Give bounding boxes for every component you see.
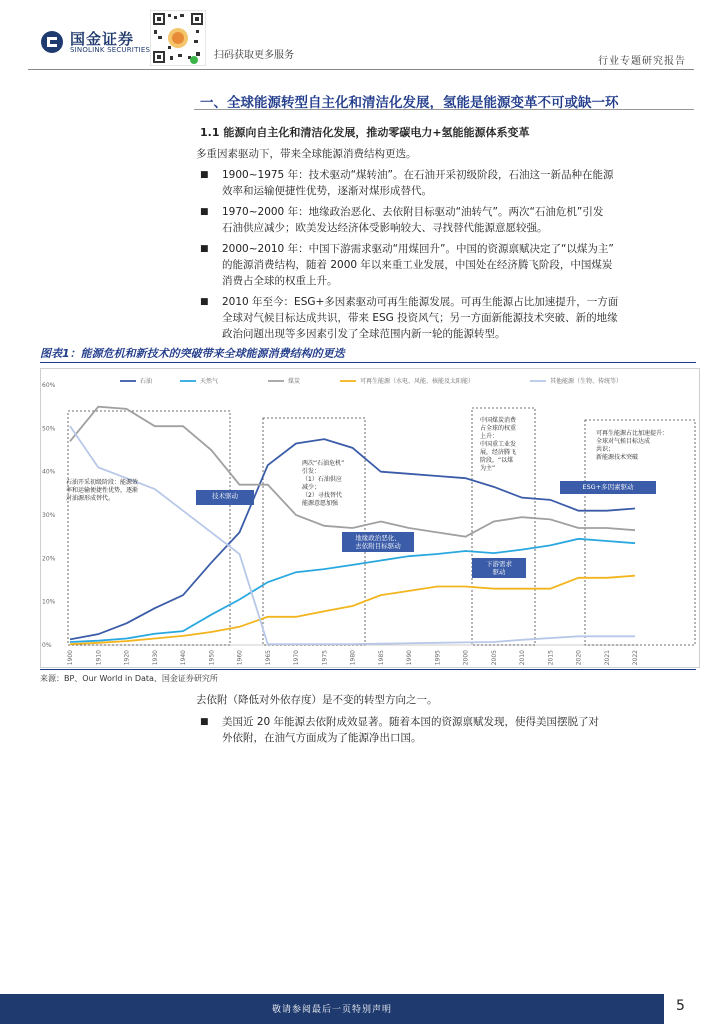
annotation-text: 新能源技术突破: [596, 454, 639, 461]
x-tick-label: 1970: [293, 650, 300, 666]
series-line: [70, 539, 635, 642]
x-tick-label: 2015: [547, 650, 555, 666]
logo-name-cn: 国金证券: [70, 30, 135, 48]
x-tick-label: 1940: [180, 650, 187, 666]
annotation-text: 技术驱动: [212, 492, 238, 500]
annotation-text: 能源意愿加强: [302, 500, 339, 507]
header-divider: [28, 69, 694, 70]
chart-frame: [41, 369, 700, 668]
x-tick-label: 1920: [123, 650, 131, 666]
annotation-text: 可再生能源占比加速提升：: [596, 430, 669, 437]
y-tick-label: 0%: [42, 642, 52, 649]
annotation-text: 为主”: [480, 465, 496, 472]
section-title-divider: [194, 109, 694, 110]
annotation-text: 对油源形成替代。: [66, 495, 115, 502]
y-tick-label: 30%: [42, 512, 56, 519]
scan-service-text: 扫码获取更多服务: [214, 50, 294, 61]
annotation-text: 中国煤炭消费: [480, 417, 517, 424]
bullet-text-line: 全球对气候目标达成共识，带来 ESG 投资风气；另一方面新能源技术突破、新的地缘: [222, 312, 618, 324]
y-tick-label: 20%: [42, 555, 56, 563]
x-tick-label: 2010: [519, 650, 526, 666]
qr-code-icon[interactable]: [150, 10, 206, 66]
annotation-text: 全球对气候目标达成: [596, 438, 651, 445]
x-tick-label: 1985: [377, 650, 385, 666]
figure-title: 图表1：能源危机和新技术的突破带来全球能源消费结构的更迭: [40, 347, 345, 360]
intro-paragraph: 多重因素驱动下，带来全球能源消费结构更迭。: [196, 148, 417, 160]
x-tick-label: 1995: [434, 650, 442, 666]
annotation-text: 去依附目标驱动: [355, 542, 401, 550]
x-tick-label: 1900: [67, 650, 74, 666]
x-tick-label: 1965: [264, 650, 272, 666]
bullet-text-line: 政治问题出现等多因素引发了全球范围内新一轮的能源转型。: [222, 328, 506, 340]
annotation-text: 率和运输便捷性优势，逐渐: [66, 487, 139, 494]
annotation-text: 驱动: [492, 568, 506, 576]
x-tick-label: 2000: [462, 650, 470, 666]
annotation-text: 占全球的权重: [480, 425, 517, 432]
x-tick-label: 2020: [575, 650, 583, 666]
bullet-text-line: 1970~2000 年：地缘政治恶化、去依附目标驱动“油转气”。两次“石油危机”引发: [222, 206, 604, 218]
report-type-label: 行业专题研究报告: [598, 56, 686, 67]
period-dashed-box: [263, 418, 365, 645]
x-tick-label: 2022: [632, 650, 639, 666]
annotation-text: 两次“石油危机”: [302, 460, 345, 467]
legend-label: 天然气: [200, 378, 219, 385]
x-tick-label: 2021: [603, 650, 611, 666]
annotation-text: 引发：: [302, 468, 321, 475]
bullet-text-line: 2000~2010 年：中国下游需求驱动“用煤回升”。中国的资源禀赋决定了“以煤为主”: [222, 243, 614, 255]
sinolink-logo-icon: [40, 30, 64, 54]
bullet-text-line: 美国近 20 年能源去依附成效显著。随着本国的资源禀赋发现，使得美国摆脱了对: [222, 716, 600, 728]
bullet-text-line: 石油供应减少；欧美发达经济体受影响较大、寻找替代能源意愿较强。: [222, 222, 548, 234]
bullet-marker: ■: [200, 170, 209, 180]
bullet-text-line: 效率和运输便捷性优势，逐渐对煤形成替代。: [222, 185, 432, 197]
annotation-text: ESG+多因素驱动: [582, 483, 634, 491]
bullet-marker: ■: [200, 207, 209, 217]
x-tick-label: 1990: [406, 650, 413, 666]
annotation-text: 展，经济腾飞: [480, 449, 517, 456]
y-tick-label: 50%: [42, 425, 56, 433]
bullet-text-line: 的能源消费结构，随着 2000 年以来重工业发展，中国处在经济腾飞阶段，中国煤炭: [222, 259, 613, 271]
annotation-text: 减少；: [302, 484, 321, 491]
bullet-marker: ■: [200, 244, 209, 254]
x-tick-label: 2005: [490, 650, 498, 666]
bullet-text-line: 1900~1975 年：技术驱动“煤转油”。在石油开采初级阶段，石油这一新品种在能源: [222, 169, 614, 181]
series-line: [70, 407, 635, 537]
bullet-marker: ■: [200, 717, 209, 727]
legend-label: 石油: [140, 378, 153, 385]
legend-label: 其他能源（生物、传统等）: [550, 378, 623, 385]
source-divider: [40, 669, 696, 670]
annotation-text: 阶段，“以煤: [480, 457, 514, 464]
annotation-text: 下游需求: [486, 560, 512, 568]
annotation-text: （2）寻找替代: [302, 492, 342, 499]
x-tick-label: 1930: [151, 650, 159, 666]
bullet-text-line: 外依附，在油气方面成为了能源净出口国。: [222, 732, 422, 744]
after-paragraph: 去依附（降低对外依存度）是不变的转型方向之一。: [196, 694, 438, 706]
subsection-title: 1.1 能源向自主化和清洁化发展，推动零碳电力+氢能能源体系变革: [200, 126, 530, 139]
footer-disclaimer: 敬请参阅最后一页特别声明: [271, 1005, 392, 1015]
annotation-text: 上升：: [480, 433, 499, 440]
logo-name-en: SINOLINK SECURITIES: [70, 46, 151, 54]
bullet-text-line: 消费占全球的权重上升。: [222, 275, 338, 287]
annotation-text: （1）石油供应: [302, 476, 342, 483]
x-tick-label: 1980: [349, 650, 357, 666]
x-tick-label: 1960: [236, 650, 244, 666]
annotation-text: 中国重工业发: [480, 441, 517, 448]
page-number: 5: [676, 998, 685, 1014]
energy-mix-line-chart: [40, 368, 700, 668]
y-tick-label: 10%: [42, 598, 56, 606]
x-tick-label: 1975: [321, 650, 329, 666]
x-tick-label: 1910: [95, 650, 103, 666]
figure-title-divider: [40, 362, 696, 363]
legend-label: 可再生能源（水电、风能、核能及太阳能）: [360, 378, 475, 385]
y-tick-label: 40%: [42, 468, 56, 476]
annotation-text: 地缘政治恶化、: [355, 534, 401, 542]
section-title: 一、全球能源转型自主化和清洁化发展，氢能是能源变革不可或缺一环: [200, 95, 619, 111]
legend-label: 煤炭: [288, 378, 301, 385]
x-tick-label: 1950: [208, 650, 216, 666]
y-tick-label: 60%: [42, 382, 56, 389]
figure-source: 来源：BP、Our World in Data、国金证券研究所: [40, 674, 218, 683]
bullet-text-line: 2010 年至今：ESG+多因素驱动可再生能源发展。可再生能源占比加速提升，一方面: [222, 296, 619, 308]
bullet-marker: ■: [200, 297, 209, 307]
annotation-text: 石油开采初级阶段：能源效: [66, 479, 139, 486]
annotation-text: 共识；: [596, 446, 615, 453]
